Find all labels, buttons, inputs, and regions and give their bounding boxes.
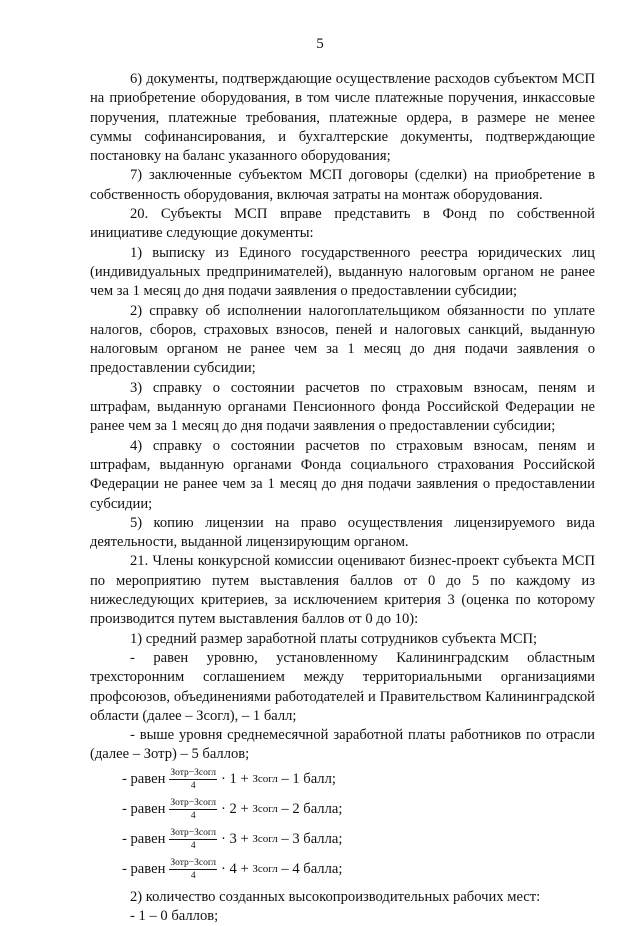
paragraph-6: 6) документы, подтверждающие осуществление расходов субъектом МСП на приобретение оборудования, в том числе платежные поручения, инкассовые поручения, платежные требования, платежные ордера, в размере не менее суммы софинансирования, и бухгалтерские документы, подтверждающие постановку на баланс указанного оборудования; <box>90 71 595 165</box>
paragraph-20-3: 3) справку о состоянии расчетов по страховым взносам, пеням и штрафам, выданную органами Пенсионного фонда Российской Федерации не ранее чем за 1 месяц до дня подачи заявления о предоставлении субсидии; <box>90 379 595 435</box>
paragraph-20: 20. Субъекты МСП вправе представить в Фонд по собственной инициативе следующие документы: <box>90 206 595 242</box>
criterion-2-heading: 2) количество созданных высокопроизводительных рабочих мест: <box>130 888 541 905</box>
fraction: $\frac{\text{Зотр−Зсогл}}{4}$ <box>170 828 217 852</box>
paragraph-21: 21. Члены конкурсной комиссии оценивают бизнес-проект субъекта МСП по мероприятию путем выставления баллов от 0 до 5 по каждому из нижеследующих критериев, за исключением критерия 3 (оценка по которому производится путем выставления баллов от 0 до 10): <box>90 553 595 628</box>
paragraph-20-2: 2) справку об исполнении налогоплательщиком обязанности по уплате налогов, сборов, страховых взносов, пеней и налоговых санкций, выданную налоговым органом не ранее чем за 1 месяц до дня подачи заявления о предоставлении субсидии; <box>90 302 595 377</box>
formula-row-2: - равен $\frac{\text{Зотр−Зсогл}}{4}$ · 2 + Зсогл – 2 балла; <box>122 798 343 822</box>
paragraph-20-5: 5) копию лицензии на право осуществления лицензируемого вида деятельности, выданной лицензирующим органом. <box>90 514 595 551</box>
document-body <box>90 70 595 926</box>
formula-row-1: - равен $\frac{\text{Зотр−Зсогл}}{4}$ · 1 + Зсогл – 1 балл; <box>122 768 336 792</box>
formula-row-4: - равен $\frac{\text{Зотр−Зсогл}}{4}$ · 4 + Зсогл – 4 балла; <box>122 858 343 882</box>
criterion-1-option-equal: - равен уровню, установленному Калининградским областным трехсторонним соглашением между территориальными организациями профсоюзов, объединениями работодателей и Правительством Калининградской области (далее – Зсогл), – 1 балл; <box>90 649 595 724</box>
criterion-1-option-above: - выше уровня среднемесячной заработной платы работников по отрасли (далее – Зотр) – 5 баллов; <box>90 727 595 763</box>
paragraph-7: 7) заключенные субъектом МСП договоры (сделки) на приобретение в собственность оборудования, включая затраты на монтаж оборудования. <box>90 167 595 203</box>
fraction: $\frac{\text{Зотр−Зсогл}}{4}$ <box>170 768 217 792</box>
criterion-2-option-1: - 1 – 0 баллов; <box>130 907 219 924</box>
criterion-1-heading: 1) средний размер заработной платы сотрудников субъекта МСП; <box>130 630 538 647</box>
paragraph-20-1: 1) выписку из Единого государственного реестра юридических лиц (индивидуальных предпринимателей), выданную налоговым органом не ранее чем за 1 месяц до дня подачи заявления о предоставлении субсидии; <box>90 244 595 300</box>
page-number: 5 <box>316 36 324 52</box>
fraction: $\frac{\text{Зотр−Зсогл}}{4}$ <box>170 798 217 822</box>
paragraph-20-4: 4) справку о состоянии расчетов по страховым взносам, пеням и штрафам, выданную органами Фонда социального страхования Российской Федерации не ранее чем за 1 месяц до дня подачи заявления о предоставлении субсидии; <box>90 437 595 512</box>
fraction: $\frac{\text{Зотр−Зсогл}}{4}$ <box>170 858 217 882</box>
formula-row-3: - равен $\frac{\text{Зотр−Зсогл}}{4}$ · 3 + Зсогл – 3 балла; <box>122 828 343 852</box>
